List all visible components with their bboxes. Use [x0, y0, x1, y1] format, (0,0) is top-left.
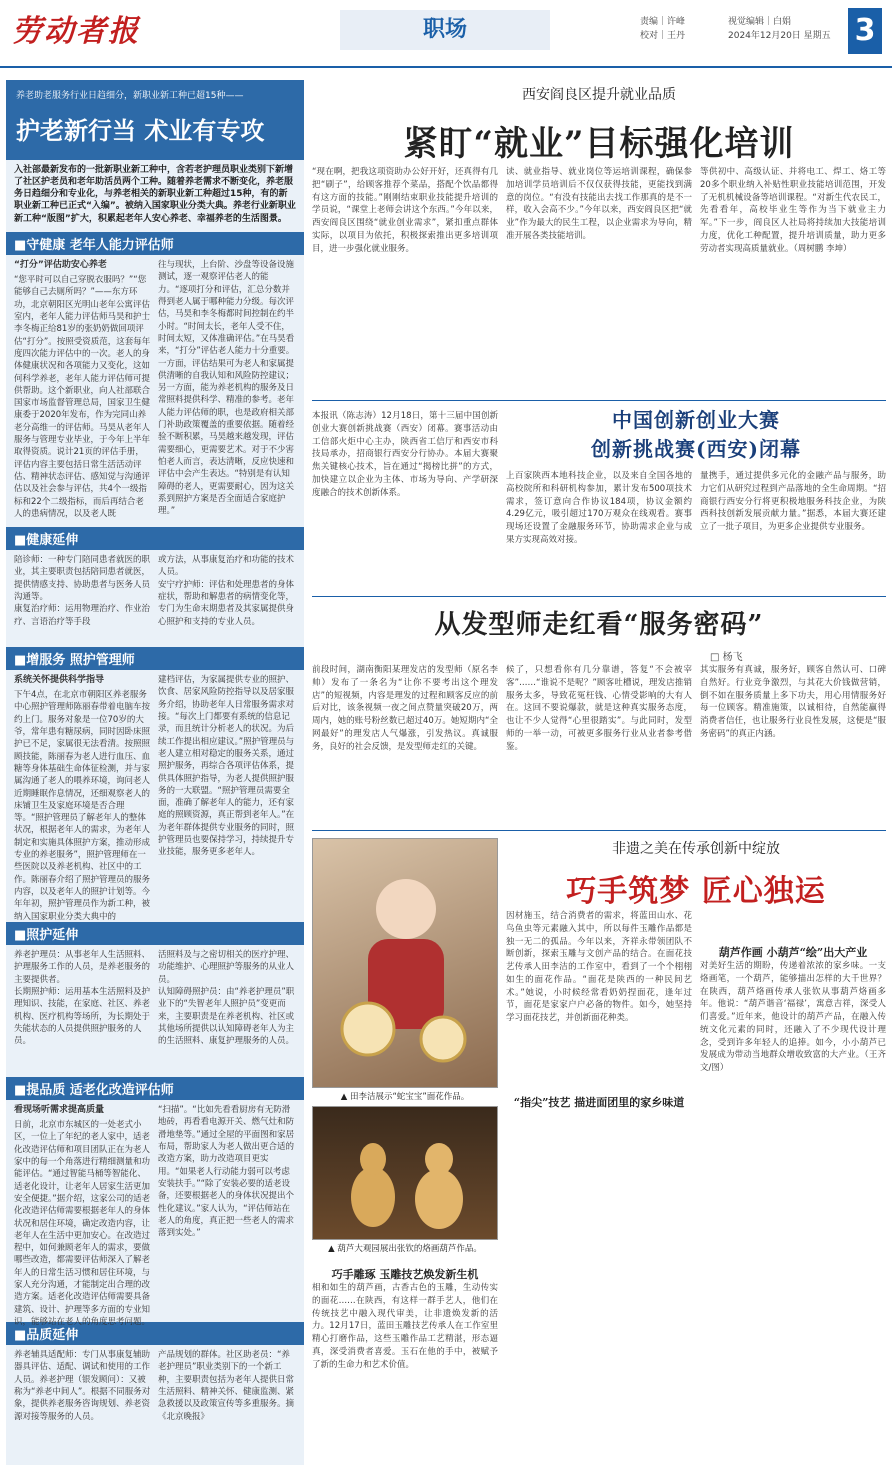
masthead: [0, 0, 892, 68]
article-text: “现在啊，把我这项资助办公好开好，还真得有几把“刷子”，给顾客推荐个菜品，搭配个饮品都得有这方面的技能。”刚刚结束职业技能提升培训的学员说，“课堂上老师会讲这个东西。”今年以来，西安阎良区围绕“就业创业需求”，紧扣重点群体实际，以项目为依托，积极探索推出更多培训项目，进一步强化就业服务。: [312, 167, 498, 254]
sidebar-title: 护老新行当 术业有专攻: [16, 116, 265, 145]
section-care-ext: [6, 922, 304, 1075]
article-text: 前段时间，湖南衡阳某理发店的发型师（原名李帅）发布了一条名为“让你不要考出这个理发店”的短视频，内容是理发的过程和顾客反应的前后对比，该条视频一夜之间点赞量突破20万，两周内，她的账号粉丝数已超过40万。她短期内“全网最好”的理发店人气爆涨，引发热议。真诚服务，良好的社会反馈，是发型师走红的关键。: [312, 665, 498, 752]
article-text: 量携手，通过提供多元化的金融产品与服务，助力它们从研究过程到产品落地的全生命周期。“招商银行西安分行将更积极地服务科技企业，为陕西科技创新发展贡献力量。”据悉，本届大赛还建立了一批子项目，为更多企业提供专业服务。: [700, 471, 886, 532]
page-number: 3: [848, 8, 882, 54]
section-text: 日前，北京市东城区的一处老式小区，一位上了年纪的老人家中，适老化改造评估师和项目团队正在为老人家中的每一个角落进行精细测量和功能评估。“通过智能马桶等智能化、适老化设计，让老年人居家生活更加安全便捷。”据介绍，这家公司的适老化改造评估师需要根据老年人的身体状况和居住环境，确定改造内容，让老年人在生活中更加安心。在改造过程中，如何兼顾老年人的需求，要做哪些改造，都需要评估师深入了解老年人的日常生活习惯和居住环境，与家人充分沟通，才能制定出合理的改造方案。适老化改造评估师需要具备建筑、设计、护理等多方面的专业知识，能够站在老人的角度思考问题。: [14, 1120, 151, 1328]
section-title: ■守健康 老年人能力评估师: [6, 232, 304, 255]
section-title: ■增服务 照护管理师: [6, 647, 304, 670]
photo-gourd: [312, 1106, 498, 1240]
sidebar-header: [6, 80, 304, 160]
section-care-manager: [6, 647, 304, 920]
section-text: 往与现状，上台阶、沙盘等设备设施测试，逐一观察评估老人的能力。“逐项打分和评估，汇总分数并得到老人属于哪种能力分级。每次评估，马昊和李冬梅都时间控制在约半小时。“时间太长，老年人受不住，时间太短，又体准确评估。”在马昊看来，“打分”评估老人能力十分重要。一方面，评估结果可为老人和家属提供清晰的自我认知和风险防控建议；另一方面，能为养老机构的服务及日常照料提供科学、精准的参考。老年人能力评估师的职，也是政府相关部门补助政策覆盖的重要依据。随着经验不断积累，马昊越来越发现，评估需要细心，更需要艺术。对于不少害怕老人而言，表达清晰，反应快速和评估中会产生表达。“特别是有认知障碍的老人，更需要耐心，因为这关系到照护方案是否全面适合家庭护理。”: [158, 260, 295, 517]
article-title: 巧手筑梦 匠心独运: [566, 874, 826, 909]
article-title-line2: 创新挑战赛(西安)闭幕: [591, 437, 801, 461]
article-text: 等供初中、高级认证、并将电工、焊工、烙工等20多个职业纳入补贴性职业技能培训范围，开发了无机机械设备等培训课程。“对新生代农民工，先看看年，高校毕业生等作为当下就业主力军。”下一步，阎良区人社局将持续加大技能培训力度，优化工种配置，提升培训质量，助力更多劳动者实现高质量就业。（周树鹏 李坤）: [700, 167, 886, 254]
section-text: 产品规划的群体。社区助老员：“养老护理员”职业类别下的一个新工种，主要职责包括为老年人提供日常生活照料、精神关怀、健康监测、紧急救援以及政策宣传等多重服务。摘《北京晚报》: [158, 1350, 295, 1422]
person-head: [376, 879, 436, 939]
photo-caption: ▲ 田李洁展示“蛇宝宝”面花作品。: [340, 1092, 470, 1102]
section-subtitle: 看现场听需求提高质量: [14, 1105, 105, 1115]
editor-line: 责编｜许峰: [640, 17, 686, 27]
section-text: 建档评估，为家属提供专业的照护、饮食、居家风险防控指导以及居家服务介绍，协助老年人日常服务需求对接。“每次上门都要有系统的信息记录，而且统计分析老人的状况。为后续工作提出相应建议。”照护管理员与老人建立相对稳定的服务关系，通过照护服务，再综合各项评估体系，提供具体照护指导，为老人提供照护服务的一大联盟。“照护管理员需要全面，准确了解老年人的能力，还有家庭的照顾资源，真正帮到老年人。”在为老年群体提供专业服务的同时，照护管理员也要保持学习，持续提升专业技能，服务更多老年人。: [158, 675, 295, 858]
section-health: [6, 232, 304, 525]
visual-editor: 视觉编辑｜白娟: [728, 17, 792, 27]
article-subhead: 巧手雕琢 玉雕技艺焕发新生机: [331, 1268, 479, 1281]
section-quality-ext: [6, 1322, 304, 1455]
dough-art-illustration: [313, 839, 499, 1089]
section-text: “您平时可以自己穿脱衣服吗？”“您能够自己去厕所吗？”——东方环功，北京朝阳区光明山老年公寓评估室内，老年人能力评估师马昊和护士李冬梅正给81岁的张奶奶做回项评估“打分”。按照受资质范，这套每年度四次能力评估中的一次。老人的身体健康状况和各项能力又变化，这如何科学养老，老年人能力评估师可提供帮助。这个新职业，向人社部联合国家市场监督管理总局，国家卫生健康委于2020年发布，作为完同山养老分高维一的评估师。马昊从老年人服务与管理专业毕业，于今年上半年取得资质。说计21页的评估手册，评估内容主要包括日常生活活动评估、精神状态评估、感知觉与沟通评估以及社会参与评估，共4个一级指标和22个二级指标，而后再结合老人的患病情况，以及老人既: [14, 275, 151, 519]
section-text: 活照料及与之密切相关的医疗护理、功能维护、心理照护等服务的从业人员。 认知障碍照护员：由“养老护理员”职业下的“失智老年人照护员”变更而来，主要职责是在养老机构、社区或其他场所提供以认知障碍老年人为主的生活照料、康复护理服务的人员。: [158, 950, 295, 1047]
article-text: 本报讯（陈志涛）12月18日，第十三届中国创新创业大赛创新挑战赛（西安）闭幕。赛事活动由工信部火炬中心主办，陕西省工信厅和西安市科技局承办，招商银行西安分行协办。本届大赛聚焦关键核心技术，旨在通过“揭榜比拼”的方式，加快建立以企业为主体、市场为导向、产学研深度融合的技术创新体系。: [312, 411, 498, 498]
gourd-illustration: [313, 1107, 499, 1241]
article-text: 上百家陕西本地科技企业，以及来自全国各地的高校院所和科研机构参加，累计发布500项技术需求，签订意向合作协议184项，协议金额约4.29亿元，吸引超过170万观众在线观看。赛事现场还设置了金融服务环节，协助需求企业与成果方实现高效对接。: [506, 471, 692, 545]
article-title: 从发型师走红看“服务密码”: [434, 610, 764, 640]
sidebar-kicker: 养老助老服务行业日趋细分，新职业新工种已超15种——: [16, 91, 244, 101]
gourd-shape: [351, 1167, 395, 1227]
article-training-header: [312, 84, 886, 165]
article-text: 其实服务有真诚，服务好，顾客自然认可、口碑自然好。行业竞争激烈，与其花大价钱做营销，倒不如在服务质量上多下功夫，用心用情服务好每一位顾客。精准施策，以诚相待，自然能赢得消费者信任，也让服务行业良性发展，这便是“服务密码”的真正内涵。: [700, 665, 886, 739]
section-title: ■提品质 适老化改造评估师: [6, 1077, 304, 1100]
section-subtitle: “打分”评估助安心养老: [14, 260, 107, 270]
divider: [312, 596, 886, 597]
section-quality: [6, 1077, 304, 1328]
photo-caption: ▲ 葫芦大观园展出张钦的烙画葫芦作品。: [328, 1244, 482, 1254]
gourd-shape: [425, 1143, 453, 1175]
sidebar-lead: 入社部最新发布的一批新职业新工种中，含若老护理员职业类别下新增了社区护老员和老年助活员两个工种。随着养老需求不断变化，养老服务日趋细分和专业化，与养老相关的新职业新工种超过15种，有的新职业新工种已正式“入编”。被纳入国家职业分类大典。养老行业新职业新工种“版图”扩大，积累起老年人安心养老、幸福养老的生活图景。: [14, 165, 296, 224]
section-text: 陪诊师：一种专门陪同患者就医的职业，其主要职责包括陪同患者就医，提供情感支持、协助患者与医务人员沟通等。 康复治疗师：运用物理治疗、作业治疗、言语治疗等手段: [14, 555, 151, 627]
newspaper-logo: 劳动者报: [12, 14, 140, 49]
article-subhead: 葫芦作画 小葫芦“绘”出大产业: [718, 946, 868, 959]
article-text: 相和如生的葫芦画，古香古色的玉雕，生动传实的面花……在陕西，有这样一群手艺人，他们在传统技艺中融入现代审美，让非遗焕发新的活力。12月17日，蓝田玉雕技艺传承人在工作室里精心打磨作品，这些玉雕作品工艺精湛，形态逼真，深受消费者喜爱。玉石在他的手中，被赋予了新的生命力和艺术价值。: [312, 1283, 498, 1370]
section-text: 养老护理员：从事老年人生活照料、护理服务工作的人员，是养老服务的主要提供者。 长期照护师：运用基本生活照料及护理知识、技能，在家庭、社区、养老机构、医疗机构等场所，为长期处于失能状态的人员提供照护服务的人员。: [14, 950, 151, 1047]
article-kicker: 西安阎良区提升就业品质: [522, 87, 676, 103]
section-title: ■品质延伸: [6, 1322, 304, 1345]
gourd-shape: [360, 1143, 386, 1175]
section-subtitle: 系统关怀提供科学指导: [14, 675, 105, 685]
proof-line: 校对｜王丹: [640, 31, 686, 41]
dough-plate: [342, 1003, 394, 1055]
gourd-shape: [415, 1169, 463, 1229]
article-text: 候了，只想看你有几分靠谱，答复“不会被宰客”……“谁说不是呢？”顾客吐槽说，理发店推销服务太多，导致花冤枉钱、心情受影响的大有人在。这回不要说爆款，就是这种真实服务态度，也让不少人觉得“心里很踏实”。与此同时，发型师的一举一动，可被更多服务行业从业者参考借鉴。: [506, 665, 692, 752]
divider: [312, 830, 886, 831]
section-text: 养老辅具适配师：专门从事康复辅助器具评估、适配、调试和使用的工作人员。养老护理（银发顾问）：又被称为“养老中间人”。根据不同服务对象，提供养老服务咨询规划、养老资源对接等服务的人员。: [14, 1350, 151, 1422]
section-title: ■健康延伸: [6, 527, 304, 550]
section-title: ■照护延伸: [6, 922, 304, 945]
section-text: 或方法，从事康复治疗和功能的技术人员。 安宁疗护师：评估和处理患者的身体症状，帮助和解患者的病情变化等，专门为生命末期患者及其家属提供身心照护和支持的专业人员。: [158, 555, 295, 627]
issue-date: 2024年12月20日 星期五: [728, 31, 831, 41]
article-craft-header: [506, 838, 886, 910]
article-text: 对美好生活的期盼，传递着浓浓的家乡味。一支烙画笔，一个葫芦，能够描出怎样的大千世界？在陕西，葫芦烙画传承人张钦从事葫芦烙画多年。他说：“葫芦谐音‘福禄’，寓意吉祥，深受人们喜爱。”近年来，他设计的葫芦产品，在融入传统文化元素的同时，还融入了不少现代设计理念，受到许多年轻人的追捧。如今，小小葫芦已发展成为带动当地群众增收致富的大产业。（王齐 文/图）: [700, 961, 886, 1073]
article-text: 因材施玉，结合消费者的需求，将蓝田山水、花鸟鱼虫等元素融入其中，所以每件玉雕作品都是独一无二的孤品。今年以来，齐祥永带领团队不断创新，探索玉雕与文创产品的结合。在面花技艺传承人田李洁的工作室中，看到了一个个栩栩如生的面花作品。“面花是陕西的一种民间艺术。”她说，小时候经常看奶奶捏面花，逢年过节，面花是家家户户必备的物件。如今，她坚持学习面花技艺，并创新面花种类。: [506, 911, 692, 1023]
sidebar-feature: [6, 80, 304, 1465]
article-barber-header: [312, 604, 886, 641]
article-title-line1: 中国创新创业大赛: [612, 408, 780, 432]
photo-dough-art: [312, 838, 498, 1088]
article-byline: □ 杨飞: [710, 652, 743, 663]
article-title: 紧盯“就业”目标强化培训: [403, 124, 795, 164]
section-tag: 职场: [340, 10, 550, 50]
divider: [312, 400, 886, 401]
article-col: [506, 1090, 692, 1114]
article-contest-header: [506, 404, 886, 462]
section-health-ext: [6, 527, 304, 645]
article-subhead: “指尖”技艺 描进面团里的家乡味道: [513, 1096, 685, 1109]
article-text: 读、就业指导、就业岗位等运培训课程，确保参加培训学员培训后不仅仅获得技能，更能找到满意的岗位。“有没有技能出去找工作那真的是不一样，收入会高不少。”今年以来，西安阎良区把“就业”作为最大的民生工程，以企业需求为导向，精准开展各类技能培训。: [506, 167, 692, 241]
section-text: “扫描”。“比如先看看厨房有无防滑地砖，再看看电源开关、燃气灶和防滑地垫等。”通过全屋的平面图和家居布局，帮助家人为老人做出更合适的改造方案，助力改造项目更实用。“如果老人行动能力弱可以考虑安装扶手。”“除了安装必要的适老设备，还要根据老人的身体状况提出个性化建议。”家人认为，“评估师站在老人的角度，真正把一些老人的需求落到实处。”: [158, 1105, 295, 1239]
article-kicker: 非遗之美在传承创新中绽放: [612, 841, 780, 857]
dough-plate: [421, 1017, 465, 1061]
section-text: 下午4点，在北京市朝阳区养老服务中心照护管理师陈丽春带着电脑车按约上门。服务对象是一位70岁的大爷，常年患有糖尿病，同时因卧床照护已不足，家属很无法看清。按照照顾技能，陈丽春为老人进行血压、血糖等身体基础生命体征检测，并与家属沟通了老人的喂养环境，询问老人近期睡眠作息情况，还细观察老人的床铺卫生及家庭环境是否合理等。“照护管理员了解老年人的整体状况，根据老年人的需求，为老年人制定和实施具体照护方案，推动形成专业的养老服务”，照护管理师在一些医院以及养老机构、社区中的工作。陈丽春介绍了照护管理员的服务内容，以及老年人的照护计划等。今年年初，照护管理员作为新工种，被纳入国家职业分类大典中的: [14, 690, 151, 922]
